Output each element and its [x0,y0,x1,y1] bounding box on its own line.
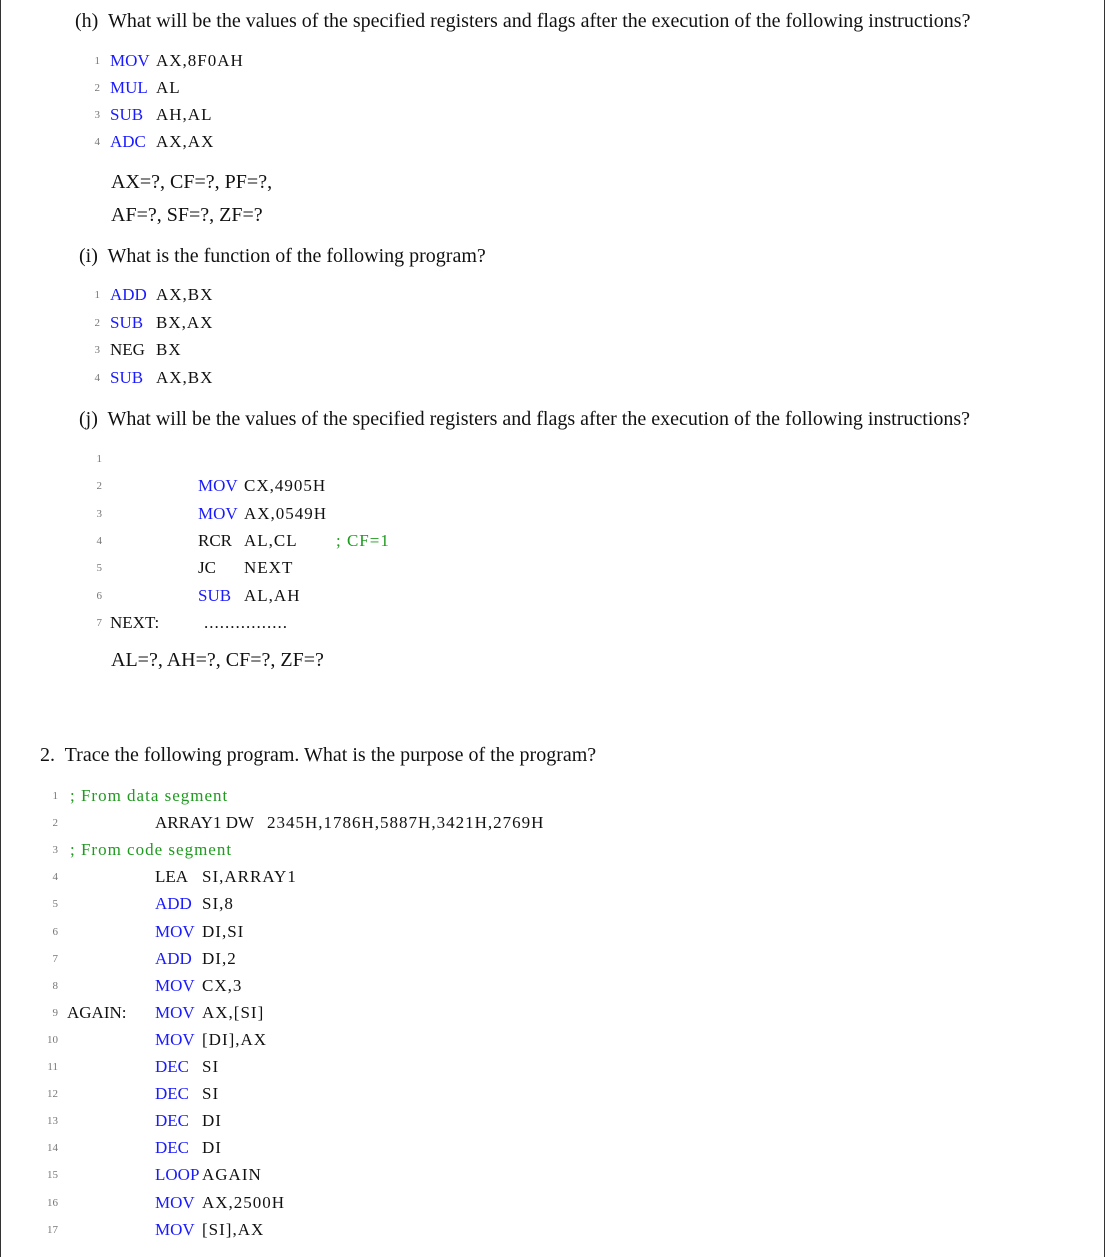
question-i-text: What is the function of the following program? [107,245,486,267]
line-number: 4 [94,136,100,148]
question-h [75,9,970,33]
line-number: 2 [96,480,102,493]
question-j-text: What will be the values of the specified registers and flags after the execution of the following instructions? [107,408,971,430]
instruction-mnemonic: MOV [198,503,238,523]
instruction-operands: AX,0549H [244,503,328,523]
question-2-text: Trace the following program. What is the purpose of the program? [64,744,597,766]
instruction-operands: BX [156,340,182,359]
answer-j: AL=?, AH=?, CF=?, ZF=? [111,649,324,671]
line-number: 1 [94,289,100,301]
instruction-operands: NEXT [244,558,294,578]
instruction-mnemonic: LEA [155,867,189,887]
instruction-operands: CX,3 [202,975,243,995]
instruction-operands: [DI],AX [202,1029,268,1049]
instruction-operands: AX,AX [156,132,215,151]
code-comment: ; From code segment [70,840,233,860]
instruction-operands: BX,AX [156,312,214,332]
line-number: 2 [52,817,58,830]
line-number: 6 [52,925,58,938]
answer-h-line2: AF=?, SF=?, ZF=? [111,204,263,226]
code-label: AGAIN: [67,1002,127,1022]
instruction-mnemonic: JC [198,558,216,578]
line-number: 9 [52,1006,58,1019]
instruction-operands: DI [202,1111,222,1131]
line-number: 17 [47,1223,58,1236]
instruction-operands: AL,AH [244,585,301,605]
line-number: 4 [94,371,100,384]
instruction-mnemonic: SUB [110,312,144,332]
question-2-label: 2. [40,744,55,766]
line-number: 11 [47,1061,58,1073]
instruction-mnemonic: ADC [110,132,146,151]
instruction-operands: AX,BX [156,285,214,304]
instruction-operands: SI,ARRAY1 [202,867,297,887]
instruction-operands: AX,2500H [202,1192,286,1212]
instruction-operands: DI,2 [202,948,237,968]
instruction-operands: SI [202,1057,220,1076]
question-j [79,407,970,431]
instruction-mnemonic: DEC [155,1084,189,1104]
line-number: 1 [94,55,100,67]
instruction-mnemonic: DEC [155,1111,189,1131]
question-h-text: What will be the values of the specified registers and flags after the execution of the following instructions? [107,10,971,32]
instruction-mnemonic: MOV [155,1219,195,1239]
instruction-operands: 2345H,1786H,5887H,3421H,2769H [267,813,545,833]
question-h-label: (h) [75,10,99,32]
instruction-mnemonic: RCR [198,530,233,550]
code-comment: ; CF=1 [336,530,390,550]
instruction-mnemonic: NEG [110,340,145,359]
instruction-mnemonic: SUB [110,105,144,124]
instruction-operands: SI,8 [202,894,234,914]
instruction-mnemonic: DEC [155,1057,189,1076]
instruction-mnemonic: SUB [198,585,232,605]
instruction-operands: CX,4905H [244,476,327,496]
line-number: 2 [94,316,100,329]
instruction-operands: [SI],AX [202,1219,265,1239]
instruction-operands: ................ [204,612,288,632]
line-number: 7 [52,952,58,965]
question-j-label: (j) [79,408,98,430]
code-label: NEXT: [110,612,160,632]
instruction-mnemonic: ADD [110,285,147,304]
answer-h-line1: AX=?, CF=?, PF=?, [111,171,273,193]
question-i-label: (i) [79,245,98,267]
instruction-mnemonic: SUB [110,367,144,387]
line-number: 5 [52,898,58,911]
instruction-operands: AX,8F0AH [156,51,244,70]
instruction-operands: SI [202,1084,220,1104]
line-number: 1 [96,453,102,465]
line-number: 3 [96,507,102,520]
line-number: 7 [96,616,102,629]
line-number: 8 [52,979,58,992]
instruction-operands: AL,CL [244,530,298,550]
instruction-mnemonic: ARRAY1 DW [155,813,255,833]
instruction-mnemonic: LOOP [155,1165,200,1185]
instruction-mnemonic: MOV [155,1002,195,1022]
line-number: 14 [47,1142,58,1155]
instruction-operands: AX,BX [156,367,214,387]
line-number: 3 [94,344,100,356]
line-number: 1 [52,790,58,802]
question-i [79,244,486,268]
code-comment: ; From data segment [70,786,229,805]
line-number: 6 [96,589,102,602]
instruction-mnemonic: MOV [155,1029,195,1049]
instruction-mnemonic: ADD [155,894,192,914]
line-number: 3 [52,844,58,857]
line-number: 5 [96,562,102,575]
instruction-mnemonic: MOV [198,476,238,496]
line-number: 16 [47,1196,58,1209]
instruction-mnemonic: MOV [155,1192,195,1212]
line-number: 4 [52,871,58,884]
line-number: 10 [47,1033,58,1046]
instruction-operands: AX,[SI] [202,1002,265,1022]
instruction-mnemonic: MOV [110,51,150,70]
instruction-operands: AGAIN [202,1165,262,1185]
line-number: 2 [94,82,100,94]
line-number: 15 [47,1169,58,1182]
instruction-mnemonic: DEC [155,1138,189,1158]
instruction-operands: DI,SI [202,921,245,941]
line-number: 12 [47,1088,58,1101]
instruction-operands: AH,AL [156,105,213,124]
line-number: 4 [96,534,102,547]
instruction-mnemonic: ADD [155,948,192,968]
question-2 [40,743,596,767]
instruction-mnemonic: MUL [110,78,148,97]
line-number: 3 [94,109,100,121]
line-number: 13 [47,1115,58,1128]
instruction-operands: DI [202,1138,222,1158]
instruction-mnemonic: MOV [155,975,195,995]
instruction-mnemonic: MOV [155,921,195,941]
instruction-operands: AL [156,78,181,97]
